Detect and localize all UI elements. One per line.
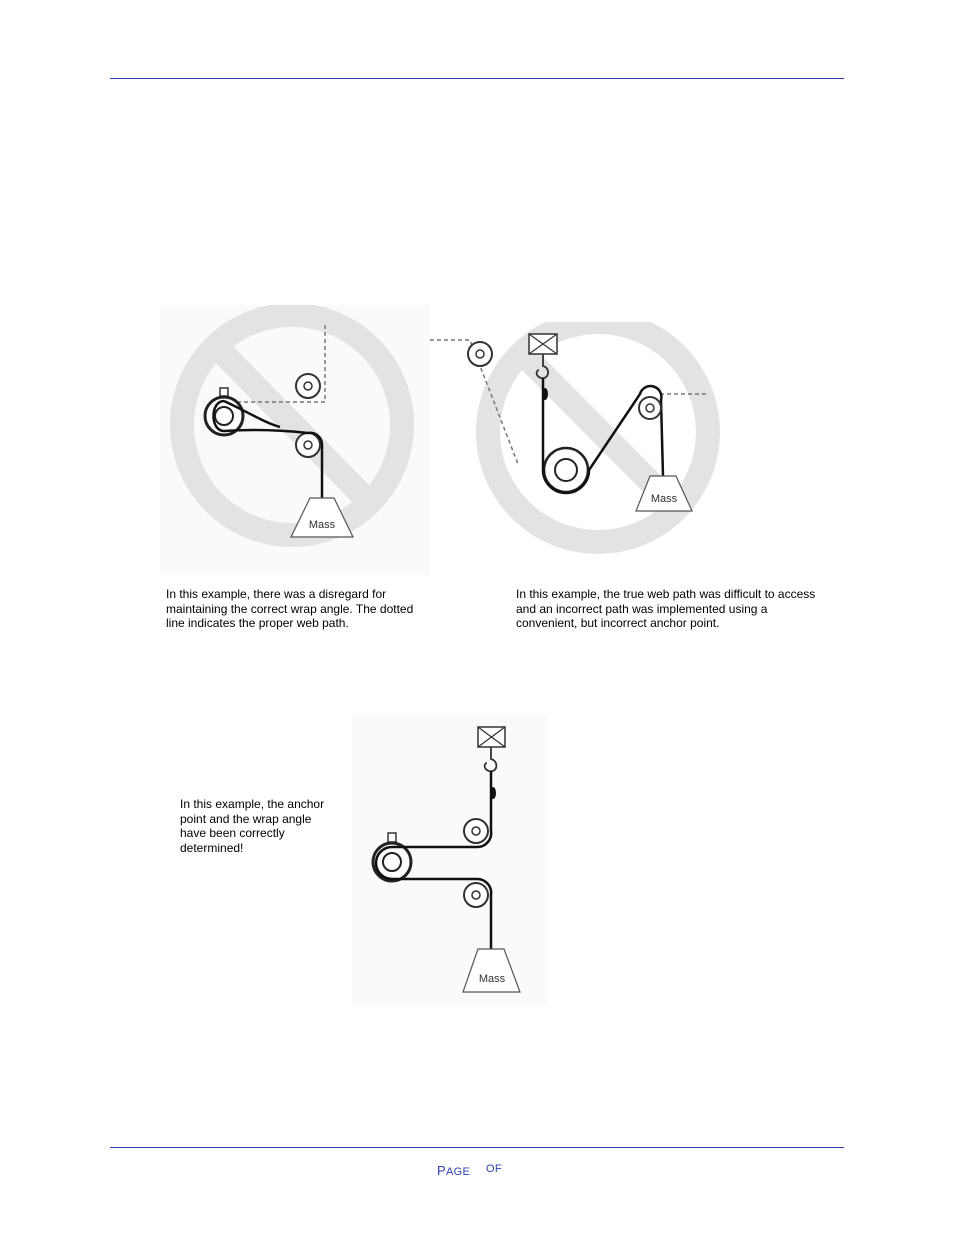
caption-wrong-wrap-angle: In this example, there was a disregard for maintaining the correct wrap angle. The dotted line indicates the proper web path. [166,587,414,630]
footer-rule [110,1147,844,1148]
header-rule [110,78,844,79]
page-number-label [437,1163,470,1178]
page-of-label: OF [486,1163,502,1175]
figure-correct-setup [352,715,548,1005]
caption-correct-setup: In this example, the anchor point and the wrap angle have been correctly determined! [180,797,325,855]
mass-label: Mass [650,493,678,505]
page-label-cap: P [437,1163,446,1178]
mass-label: Mass [308,519,336,531]
mass-label: Mass [478,973,506,985]
figure-wrong-wrap-angle [160,305,430,575]
figure-wrong-anchor-point [428,322,728,554]
page-label-rest: AGE [445,1166,471,1178]
caption-wrong-anchor-point: In this example, the true web path was difficult to access and an incorrect path was implemented using a convenient, but incorrect anchor point. [516,587,816,630]
